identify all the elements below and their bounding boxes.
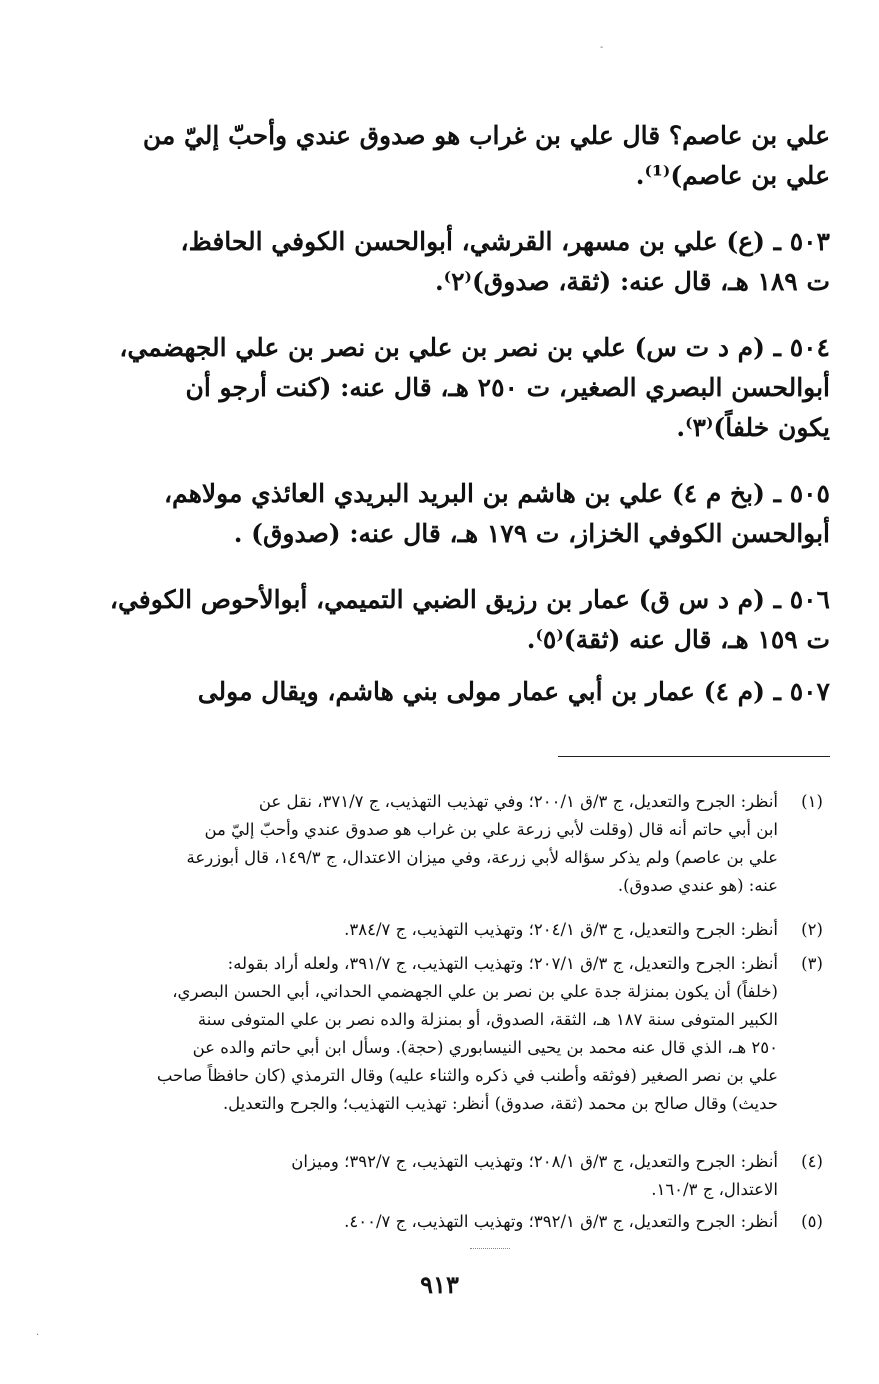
scan-speck: -	[600, 42, 604, 53]
footnote-line: (خلفاً) أن يكون بمنزلة جدة علي بن نصر بن علي الجهضمي الحداني، أبي الحسن البصري،	[172, 982, 778, 1001]
footnote-number: (٢)	[801, 920, 823, 939]
footnote-2	[118, 916, 830, 944]
footnote-separator	[558, 756, 830, 757]
footnote-line: حديث) وقال صالح بن محمد (ثقة، صدوق) أنظر: تهذيب التهذيب؛ والجرح والتعديل.	[222, 1094, 778, 1113]
footnote-number: (٤)	[801, 1152, 823, 1171]
entry-line: ت ١٥٩ هـ، قال عنه (ثقة)⁽٥⁾.	[526, 625, 830, 654]
footnote-line: الكبير المتوفى سنة ١٨٧ هـ، الثقة، الصدوق، أو بمنزلة والده نصر بن علي المتوفى سنة	[197, 1010, 778, 1029]
footnote-number: (٥)	[801, 1212, 823, 1231]
entry-504	[118, 328, 830, 448]
footnote-line: أنظر: الجرح والتعديل، ج ٣/ق ٢٠٨/١؛ وتهذيب التهذيب، ج ٣٩٢/٧؛ وميزان	[291, 1152, 778, 1171]
footnote-line: علي بن نصر الصغير (فوثقه وأطنب في ذكره والثناء عليه) وقال الترمذي (كان حافظاً صاحب	[156, 1066, 778, 1085]
footnote-3	[118, 950, 830, 1118]
footnote-line: علي بن عاصم) ولم يذكر سؤاله لأبي زرعة، وفي ميزان الاعتدال، ج ١٤٩/٣، قال أبوزرعة	[186, 848, 778, 867]
footnote-line: أنظر: الجرح والتعديل، ج ٣/ق ٢٠٤/١؛ وتهذيب التهذيب، ج ٣٨٤/٧.	[344, 920, 778, 939]
footnote-line: أنظر: الجرح والتعديل، ج ٣/ق ٣٩٢/١؛ وتهذيب التهذيب، ج ٤٠٠/٧.	[344, 1212, 778, 1231]
entry-line: يكون خلفاً)⁽٣⁾.	[676, 413, 830, 442]
footnote-line: الاعتدال، ج ١٦٠/٣.	[651, 1180, 778, 1199]
footnote-line: أنظر: الجرح والتعديل، ج ٣/ق ٢٠٠/١؛ وفي تهذيب التهذيب، ج ٣٧١/٧، نقل عن	[258, 792, 778, 811]
footnote-line: ابن أبي حاتم أنه قال (وقلت لأبي زرعة علي بن غراب هو صدوق عندي وأحبّ إليّ من	[204, 820, 778, 839]
entry-line: ٥٠٣ ـ (ع) علي بن مسهر، القرشي، أبوالحسن الكوفي الحافظ،	[180, 227, 830, 256]
footnote-4	[118, 1148, 830, 1204]
intro-paragraph	[118, 116, 830, 196]
entry-line: ت ١٨٩ هـ، قال عنه: (ثقة، صدوق)⁽٢⁾.	[434, 267, 830, 296]
entry-line: ٥٠٤ ـ (م د ت س) علي بن نصر بن علي بن نصر بن علي الجهضمي،	[119, 333, 830, 362]
footnote-number: (١)	[801, 792, 823, 811]
entry-line: أبوالحسن الكوفي الخزاز، ت ١٧٩ هـ، قال عنه: (صدوق) .	[233, 519, 830, 548]
footnote-number: (٣)	[801, 954, 823, 973]
text-line: علي بن عاصم)⁽¹⁾.	[635, 161, 830, 190]
scan-speck: ·	[36, 1330, 40, 1341]
footnote-1	[118, 788, 830, 900]
page-number: ٩١٣	[420, 1270, 459, 1299]
footnote-line: عنه: (هو عندي صدوق).	[617, 876, 778, 895]
entry-line: ٥٠٥ ـ (بخ م ٤) علي بن هاشم بن البريد البريدي العائذي مولاهم،	[163, 479, 830, 508]
entry-line: أبوالحسن البصري الصغير، ت ٢٥٠ هـ، قال عنه: (كنت أرجو أن	[185, 373, 830, 402]
text-line: علي بن عاصم؟ قال علي بن غراب هو صدوق عندي وأحبّ إليّ من	[142, 121, 830, 150]
footnote-line: أنظر: الجرح والتعديل، ج ٣/ق ٢٠٧/١؛ وتهذيب التهذيب، ج ٣٩١/٧، ولعله أراد بقوله:	[227, 954, 778, 973]
scan-mark	[470, 1248, 510, 1249]
entry-503	[118, 222, 830, 302]
entry-line: ٥٠٦ ـ (م د س ق) عمار بن رزيق الضبي التميمي، أبوالأحوص الكوفي،	[109, 585, 830, 614]
entry-line: ٥٠٧ ـ (م ٤) عمار بن أبي عمار مولى بني هاشم، ويقال مولى	[197, 677, 830, 706]
entry-505	[118, 474, 830, 554]
entry-507	[118, 672, 830, 712]
footnote-5	[118, 1208, 830, 1236]
footnote-line: ٢٥٠ هـ، الذي قال عنه محمد بن يحيى النيسابوري (حجة). وسأل ابن أبي حاتم والده عن	[192, 1038, 778, 1057]
entry-506	[109, 580, 830, 660]
